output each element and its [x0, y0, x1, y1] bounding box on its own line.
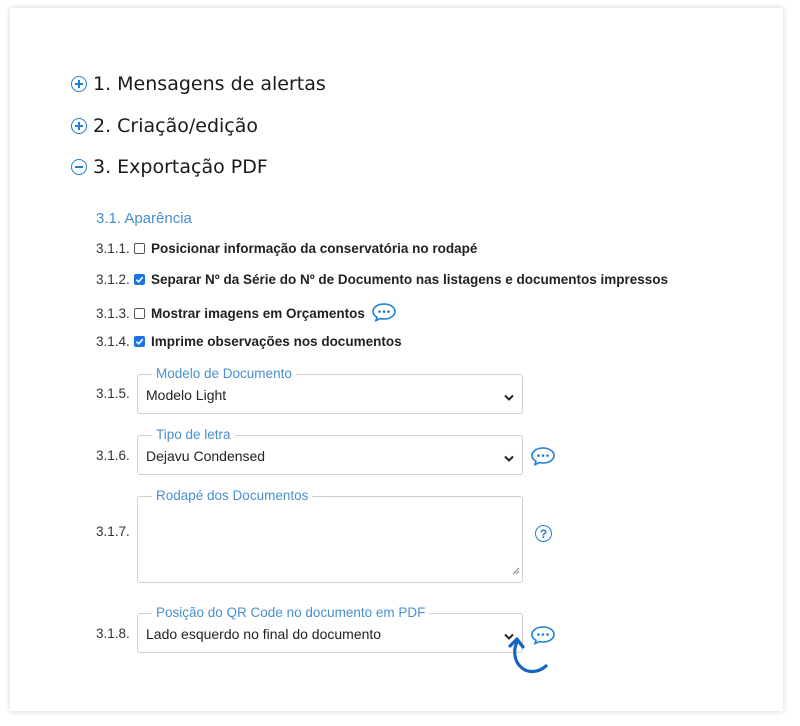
option-number: 3.1.2.: [96, 272, 130, 287]
option-row: [96, 334, 402, 349]
section-title: 3. Exportação PDF: [93, 156, 268, 178]
select-value: Lado esquerdo no final do documento: [146, 626, 382, 642]
chat-bubble-icon[interactable]: [371, 302, 397, 325]
field-number: 3.1.6.: [96, 448, 130, 463]
field-legend: Tipo de letra: [152, 427, 235, 442]
modelo-documento-select[interactable]: [137, 366, 523, 414]
option-number: 3.1.1.: [96, 241, 130, 256]
collapse-minus-icon[interactable]: [71, 159, 87, 175]
section-title: 1. Mensagens de alertas: [93, 73, 326, 95]
section-criacao-edicao[interactable]: [71, 115, 258, 137]
resize-handle-icon[interactable]: [512, 562, 520, 580]
select-value: Dejavu Condensed: [146, 448, 266, 464]
option-row: [96, 272, 668, 287]
select-value: Modelo Light: [146, 387, 227, 403]
option-checkbox[interactable]: [134, 274, 145, 285]
expand-plus-icon[interactable]: [71, 76, 87, 92]
chevron-down-icon: [504, 450, 514, 468]
tipo-letra-select[interactable]: [137, 427, 523, 475]
question-circle-icon[interactable]: ?: [535, 525, 552, 542]
option-checkbox[interactable]: [134, 336, 145, 347]
option-label[interactable]: Posicionar informação da conservatória no rodapé: [151, 241, 478, 256]
option-row: [96, 241, 477, 256]
field-number: 3.1.7.: [96, 524, 130, 539]
field-number: 3.1.8.: [96, 626, 130, 641]
option-checkbox[interactable]: [134, 308, 145, 319]
rodape-documentos-textarea[interactable]: [137, 488, 523, 583]
section-exportacao-pdf[interactable]: [71, 156, 268, 178]
chevron-down-icon: [504, 389, 514, 407]
option-label[interactable]: Imprime observações nos documentos: [151, 334, 402, 349]
field-legend: Modelo de Documento: [152, 366, 296, 381]
field-legend: Rodapé dos Documentos: [152, 488, 312, 503]
qr-code-position-select[interactable]: [137, 605, 523, 653]
field-legend: Posição do QR Code no documento em PDF: [152, 605, 429, 620]
field-number: 3.1.5.: [96, 386, 130, 401]
section-mensagens-alertas[interactable]: [71, 73, 326, 95]
option-row: [96, 302, 397, 325]
expand-plus-icon[interactable]: [71, 118, 87, 134]
option-label[interactable]: Mostrar imagens em Orçamentos: [151, 306, 365, 321]
option-checkbox[interactable]: [134, 243, 145, 254]
subsection-aparencia: 3.1. Aparência: [96, 210, 192, 227]
option-label[interactable]: Separar Nº da Série do Nº de Documento nas listagens e documentos impressos: [151, 272, 669, 287]
option-number: 3.1.3.: [96, 306, 130, 321]
option-number: 3.1.4.: [96, 334, 130, 349]
section-title: 2. Criação/edição: [93, 115, 259, 137]
refresh-cursor-icon: [508, 636, 552, 683]
chat-bubble-icon[interactable]: [530, 446, 556, 471]
